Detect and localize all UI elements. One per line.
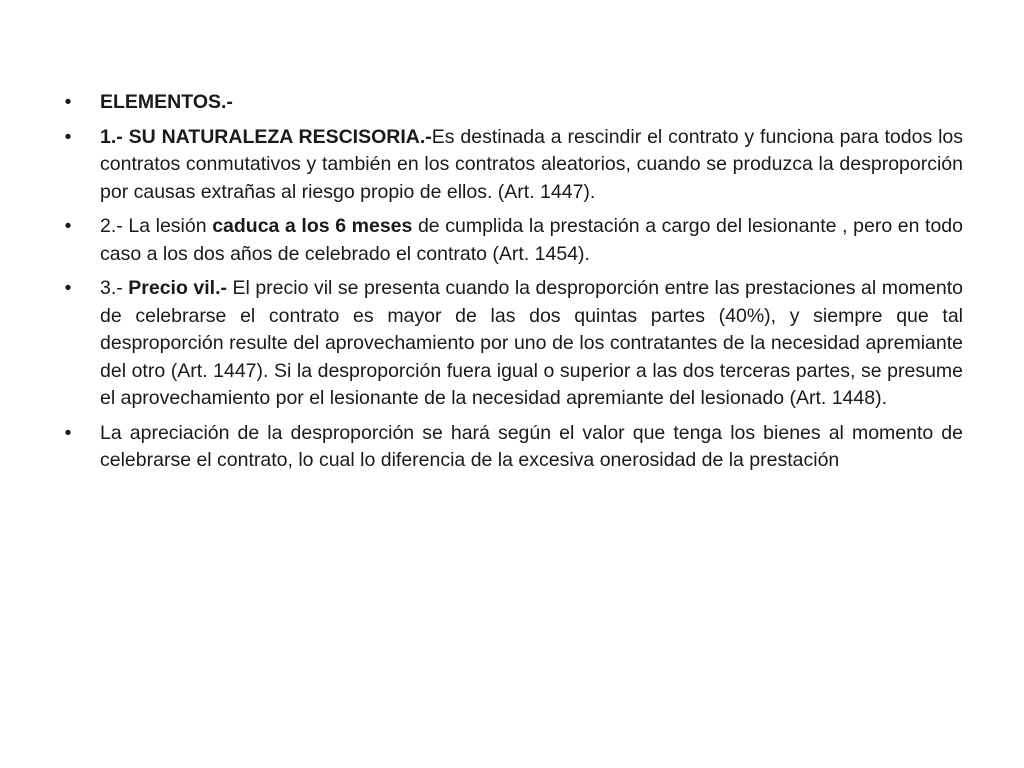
bullet-list — [60, 89, 963, 475]
text-precio-vil: El precio vil se presenta cuando la desproporción entre las prestaciones al momento de celebrarse el contrato es mayor de las dos quintas partes (40%), y siempre que tal desproporción resulte del aprovechamiento por uno de los contratantes de la necesidad apremiante del otro (Art. 1447). Si la desproporción fuera igual o superior a las dos terceras partes, se presume el aprovechamiento por el lesionante de la necesidad apremiante del lesionado (Art. 1448). — [100, 277, 964, 409]
bullet-item-naturaleza — [60, 124, 963, 207]
bullet-icon: • — [64, 421, 72, 444]
bullet-item-elementos — [60, 89, 963, 117]
bullet-icon: • — [64, 125, 72, 148]
bullet-icon: • — [64, 277, 72, 299]
bold-caducidad: caduca a los 6 meses — [212, 215, 413, 237]
heading-elementos: ELEMENTOS.- — [100, 91, 233, 113]
prefix-caducidad: 2.- La lesión — [100, 215, 213, 237]
bullet-icon: • — [64, 91, 72, 113]
text-caducidad: de cumplida la prestación a cargo del lesionante , pero en todo caso a los dos años de celebrado el contrato (Art. 1454). — [100, 215, 963, 265]
bullet-item-caducidad — [60, 213, 963, 268]
text-naturaleza: Es destinada a rescindir el contrato y funciona para todos los contratos conmutativos y también en los contratos aleatorios, cuando se produzca la desproporción por causas extrañas al riesgo propio de ellos. (Art. 1447). — [100, 125, 963, 203]
bullet-item-precio-vil — [60, 275, 963, 413]
bold-precio-vil: Precio vil.- — [128, 277, 227, 299]
bullet-icon: • — [64, 215, 72, 237]
bullet-item-apreciacion — [60, 420, 963, 475]
text-apreciacion: La apreciación de la desproporción se hará según el valor que tenga los bienes al momento de celebrarse el contrato, lo cual lo diferencia de la excesiva onerosidad de la prestación — [100, 421, 963, 471]
heading-naturaleza: 1.- SU NATURALEZA RESCISORIA.- — [100, 125, 432, 148]
slide-body — [60, 89, 963, 482]
prefix-precio-vil: 3.- — [100, 277, 129, 299]
